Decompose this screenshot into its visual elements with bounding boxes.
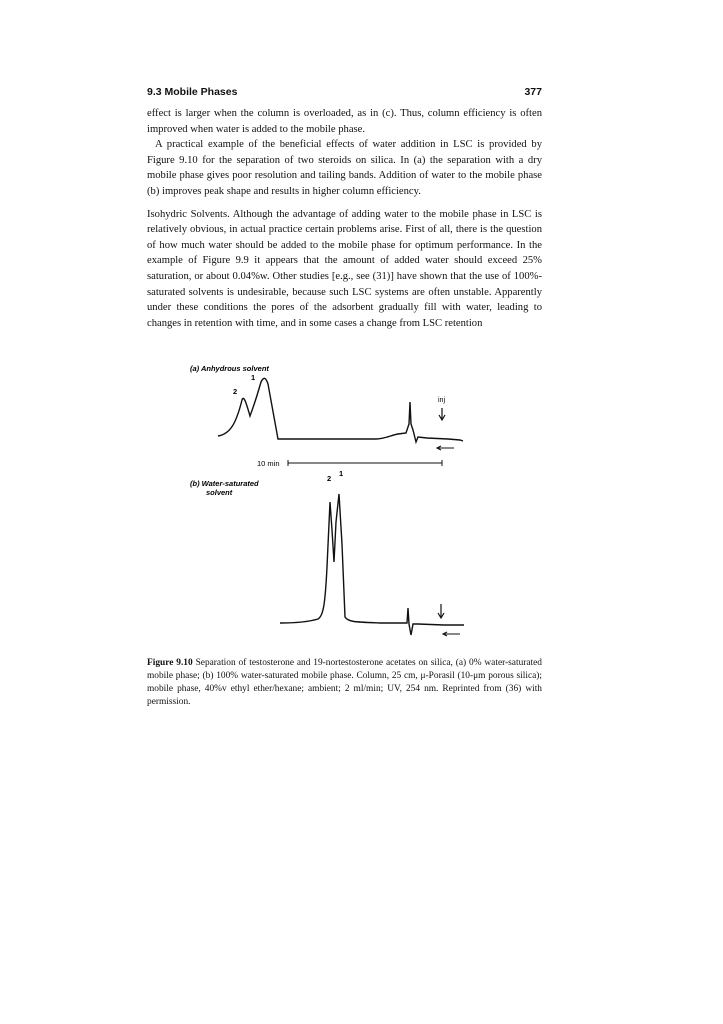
figure-caption — [147, 657, 542, 709]
panel-a-label: (a) Anhydrous solvent — [190, 364, 269, 373]
panel-b-flow-arrow — [443, 632, 460, 636]
panel-a-trace — [218, 378, 463, 442]
panel-a-peak-1-label: 1 — [251, 373, 256, 382]
panel-b-label-line1: (b) Water-saturated — [190, 479, 259, 488]
running-header — [147, 86, 542, 100]
body-text — [147, 106, 542, 331]
inj-label: inj — [438, 397, 446, 404]
chromatogram-figure — [180, 362, 480, 647]
time-scale-label: 10 min — [257, 459, 280, 468]
caption-text: Separation of testosterone and 19-nortestosterone acetates on silica, (a) 0% water-saturated mobile phase; (b) 100% water-saturated mobile phase. Column, 25 cm, μ-Porasil (10-μm porous silica); mobile phase, 40%v ethyl ether/hexane; ambient; 2 ml/min; UV, 254 nm. Reprinted from (36) with permission. — [147, 658, 542, 707]
panel-a-inj-arrow — [439, 408, 445, 420]
time-scale-bar — [288, 460, 442, 466]
panel-b-trace — [280, 494, 464, 635]
section-title: 9.3 Mobile Phases — [147, 86, 238, 98]
page-number: 377 — [524, 86, 542, 98]
panel-b-label-line2: solvent — [206, 488, 233, 497]
paragraph-3: Isohydric Solvents. Although the advantage of adding water to the mobile phase in LSC is relatively obvious, in actual practice certain problems arise. First of all, there is the question of how much water should be added to the mobile phase for optimum performance. In the example of Figure 9.9 it appears that the amount of added water should exceed 25% saturation, or about 0.04%w. Other studies [e.g., see (31)] have shown that the use of 100%-saturated solvents is undesirable, because such LSC systems are often unstable. Apparently under these conditions the pores of the adsorbent gradually fill with water, leading to changes in retention with time, and in some cases a change from LSC retention — [147, 208, 542, 329]
panel-a-flow-arrow — [437, 446, 454, 450]
caption-label: Figure 9.10 — [147, 658, 193, 668]
panel-b-peak-1-label: 1 — [339, 469, 344, 478]
paragraph-1: effect is larger when the column is overloaded, as in (c). Thus, column efficiency is often improved when water is added to the mobile phase. — [147, 108, 542, 135]
panel-b-inj-arrow — [438, 604, 444, 618]
panel-a-peak-2-label: 2 — [233, 387, 238, 396]
panel-b-peak-2-label: 2 — [327, 474, 332, 483]
paragraph-2: A practical example of the beneficial effects of water addition in LSC is provided by Figure 9.10 for the separation of two steroids on silica. In (a) the separation with a dry mobile phase gives poor resolution and tailing bands. Addition of water to the mobile phase (b) improves peak shape and results in higher column efficiency. — [147, 139, 542, 197]
figure-9-10 — [180, 362, 480, 647]
